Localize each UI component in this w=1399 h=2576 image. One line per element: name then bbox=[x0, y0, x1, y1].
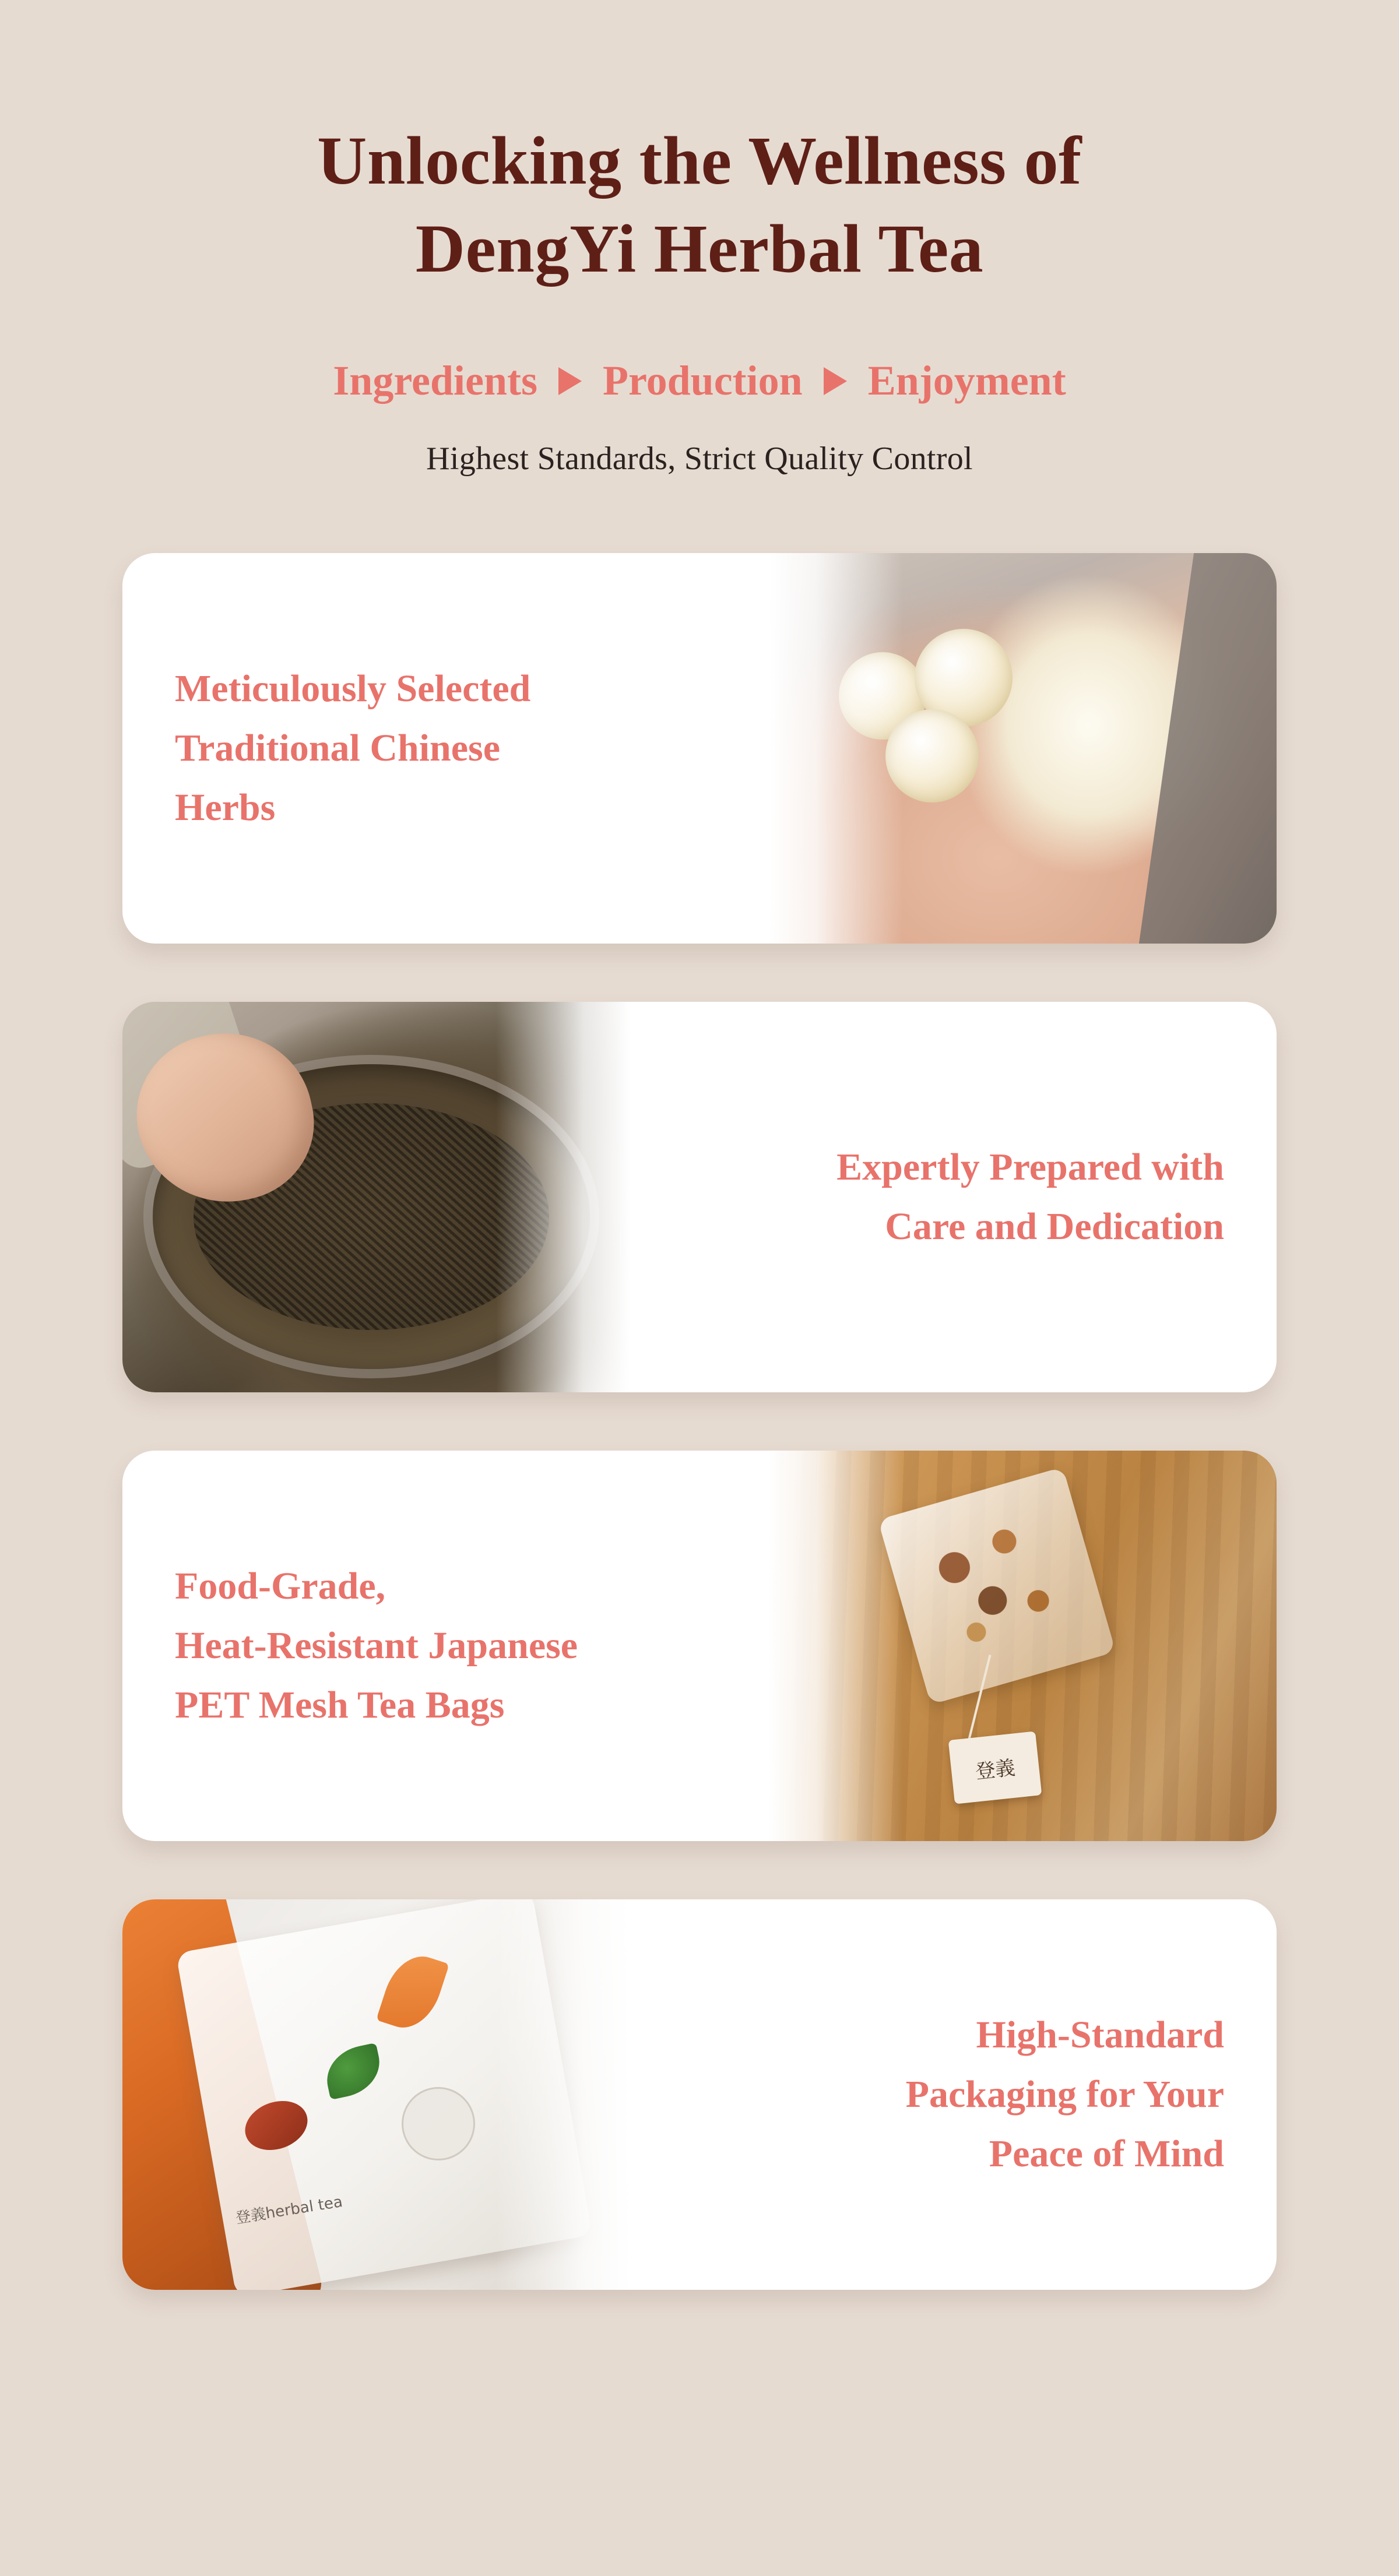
package-caption: 登義herbal tea bbox=[234, 2193, 344, 2227]
photo-canvas bbox=[122, 1002, 630, 1392]
card-text-line: Expertly Prepared with bbox=[836, 1145, 1224, 1188]
process-steps bbox=[0, 357, 1399, 405]
card-text-line: Traditional Chinese bbox=[175, 726, 501, 769]
card-text-line: Heat-Resistant Japanese bbox=[175, 1624, 578, 1667]
step-ingredients: Ingredients bbox=[333, 357, 537, 404]
card-text-line: Herbs bbox=[175, 786, 276, 829]
photo-canvas bbox=[122, 1899, 630, 2290]
herb-pieces-shape bbox=[897, 1486, 1097, 1686]
feature-card-ingredients-text bbox=[122, 659, 769, 838]
card-text-line: PET Mesh Tea Bags bbox=[175, 1684, 505, 1727]
sealed-tea-pouch-packaging-photo bbox=[122, 1899, 630, 2290]
arrow-right-icon bbox=[558, 367, 582, 395]
mesh-tea-bag-shape bbox=[878, 1467, 1116, 1705]
step-enjoyment: Enjoyment bbox=[867, 357, 1066, 404]
sleeve-shape bbox=[1137, 553, 1277, 944]
chrysanthemum-bloom bbox=[885, 709, 979, 803]
feature-card-teabags-text bbox=[122, 1557, 769, 1736]
hand-roasting-tea-leaves-photo bbox=[122, 1002, 630, 1392]
feature-card-list bbox=[0, 553, 1399, 2290]
card-text-line: Peace of Mind bbox=[989, 2132, 1224, 2176]
feature-card-production bbox=[122, 1002, 1277, 1392]
ingredient-circle-icon bbox=[402, 2087, 475, 2160]
feature-card-teabags bbox=[122, 1451, 1277, 1841]
page-title bbox=[146, 117, 1253, 293]
page-title-line-1: Unlocking the Wellness of bbox=[317, 122, 1082, 199]
page-subtitle: Highest Standards, Strict Quality Control bbox=[426, 441, 973, 477]
feature-card-production-text bbox=[630, 1138, 1277, 1257]
card-text-line: Care and Dedication bbox=[885, 1205, 1224, 1248]
feature-card-packaging bbox=[122, 1899, 1277, 2290]
hands-holding-chrysanthemum-photo bbox=[769, 553, 1277, 944]
card-text-line: Packaging for Your bbox=[905, 2072, 1224, 2116]
photo-canvas bbox=[769, 553, 1277, 944]
arrow-right-icon bbox=[824, 367, 847, 395]
feature-card-ingredients bbox=[122, 553, 1277, 944]
mesh-tea-bag-on-wood-photo bbox=[769, 1451, 1277, 1841]
card-text-line: Food-Grade, bbox=[175, 1564, 386, 1607]
page-title-line-2: DengYi Herbal Tea bbox=[415, 210, 984, 287]
step-production: Production bbox=[603, 357, 803, 404]
feature-card-packaging-text bbox=[630, 2005, 1277, 2184]
page-header bbox=[0, 0, 1399, 477]
tea-pouch-shape bbox=[176, 1899, 593, 2290]
photo-canvas bbox=[769, 1451, 1277, 1841]
card-text-line: Meticulously Selected bbox=[175, 667, 531, 710]
card-text-line: High-Standard bbox=[976, 2013, 1224, 2056]
tea-bag-tag: 登義 bbox=[948, 1732, 1042, 1804]
